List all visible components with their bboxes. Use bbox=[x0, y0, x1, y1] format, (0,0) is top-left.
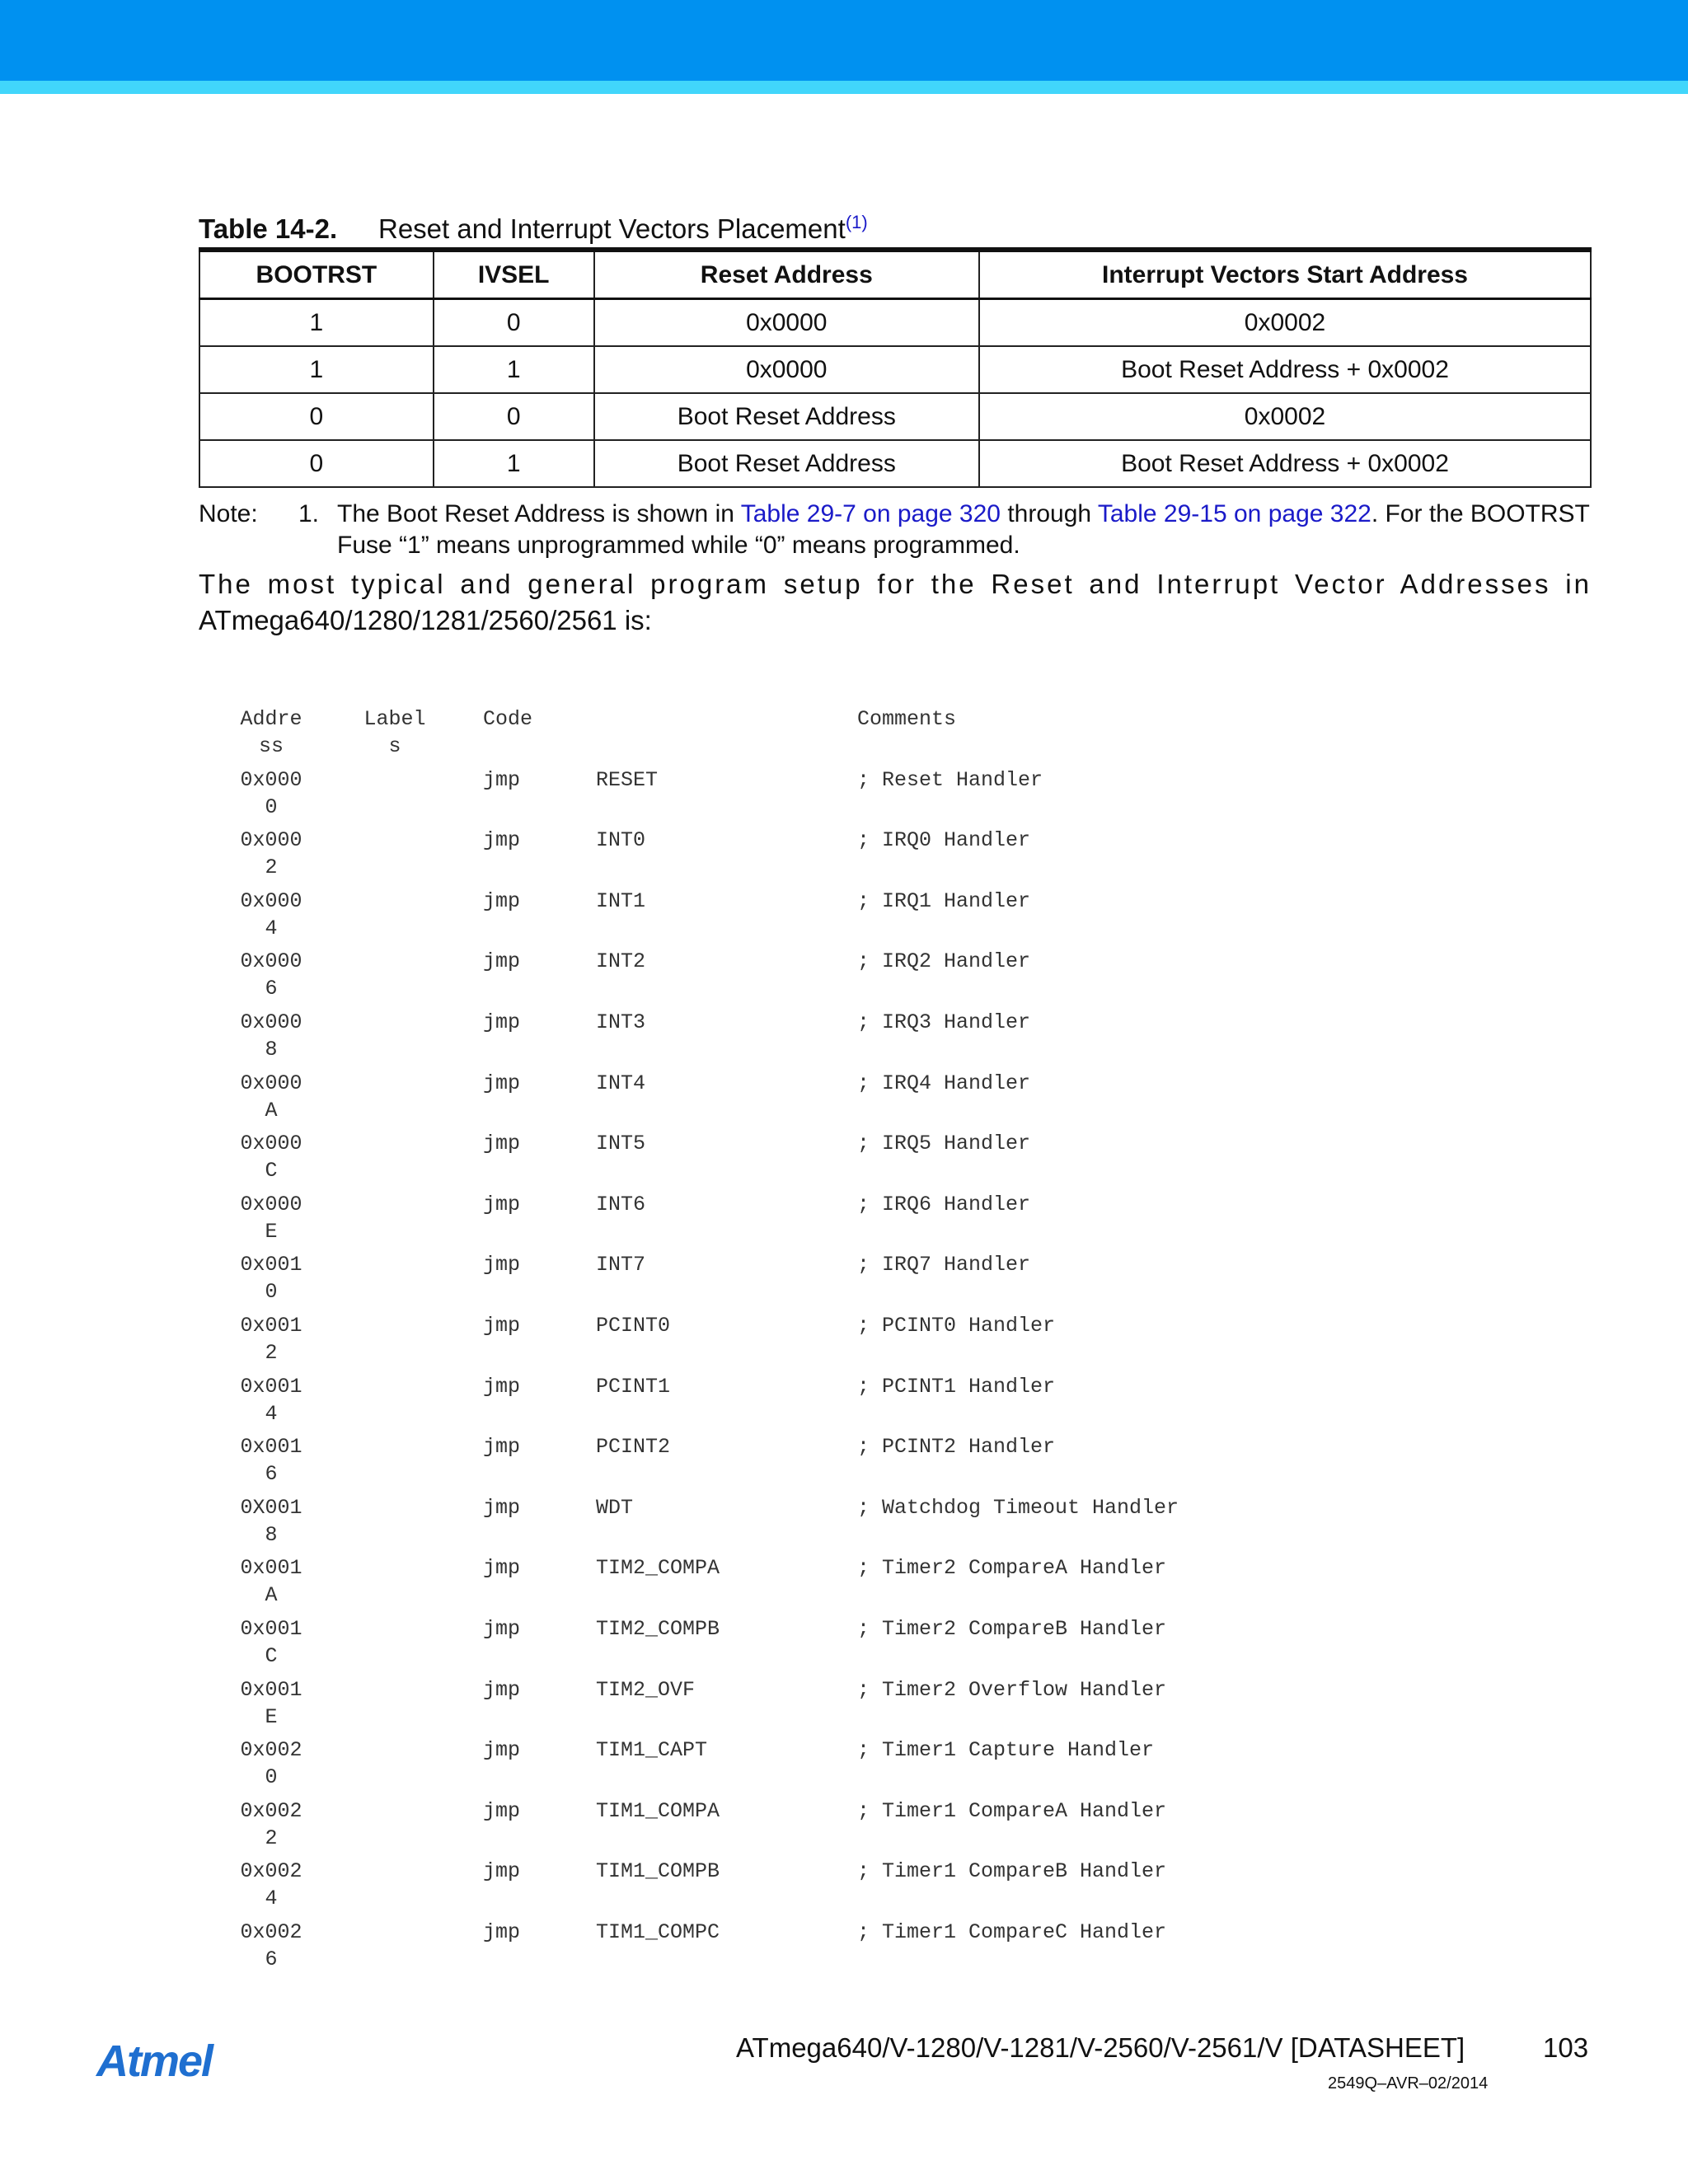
code-row bbox=[0, 1433, 1688, 1494]
cell-bootrst: 0 bbox=[199, 393, 434, 440]
note-link-table-29-7[interactable]: Table 29-7 on page 320 bbox=[740, 500, 1001, 527]
code-instruction: jmp bbox=[483, 1192, 521, 1216]
cell-ivsel: 1 bbox=[434, 346, 594, 393]
code-header-row bbox=[0, 705, 1688, 766]
code-row bbox=[0, 1251, 1688, 1312]
code-row bbox=[0, 1736, 1688, 1797]
code-row bbox=[0, 1919, 1688, 1980]
code-address: 0x001 6 bbox=[240, 1435, 302, 1487]
note-text-c: . For the BOOTRST Fuse “1” means unprogrammed while “0” means programmed. bbox=[337, 500, 1590, 559]
code-row bbox=[0, 1009, 1688, 1070]
cell-bootrst: 1 bbox=[199, 299, 434, 347]
code-address: 0x001 A bbox=[240, 1556, 302, 1608]
cell-vectors-start: Boot Reset Address + 0x0002 bbox=[979, 440, 1591, 487]
code-address: 0X001 8 bbox=[240, 1495, 302, 1547]
cell-reset-address: 0x0000 bbox=[594, 299, 979, 347]
code-operand: INT4 bbox=[596, 1071, 646, 1095]
code-instruction: jmp bbox=[483, 1010, 521, 1034]
code-instruction: jmp bbox=[483, 1071, 521, 1095]
cell-reset-address: 0x0000 bbox=[594, 346, 979, 393]
code-instruction: jmp bbox=[483, 767, 521, 792]
cell-vectors-start: 0x0002 bbox=[979, 393, 1591, 440]
code-comment: ; IRQ3 Handler bbox=[857, 1010, 1031, 1034]
code-operand: INT1 bbox=[596, 888, 646, 913]
cell-bootrst: 0 bbox=[199, 440, 434, 487]
code-address: 0x001 2 bbox=[240, 1313, 302, 1365]
code-operand: INT7 bbox=[596, 1253, 646, 1277]
code-row bbox=[0, 1797, 1688, 1858]
header-stripe bbox=[0, 81, 1688, 94]
table-caption-number: Table 14-2. bbox=[199, 213, 338, 244]
code-address: 0x001 C bbox=[240, 1616, 302, 1668]
intro-paragraph bbox=[199, 566, 1592, 639]
code-comment: ; IRQ1 Handler bbox=[857, 888, 1031, 913]
code-comment: ; PCINT0 Handler bbox=[857, 1313, 1056, 1338]
code-comment: ; IRQ5 Handler bbox=[857, 1132, 1031, 1156]
code-instruction: jmp bbox=[483, 1556, 521, 1581]
header-ivsel: IVSEL bbox=[434, 250, 594, 299]
code-operand: INT3 bbox=[596, 1010, 646, 1034]
code-instruction: jmp bbox=[483, 888, 521, 913]
code-row bbox=[0, 1070, 1688, 1131]
code-address: 0x002 6 bbox=[240, 1919, 302, 1971]
note-text-a: The Boot Reset Address is shown in bbox=[337, 500, 741, 527]
code-comment: ; Timer1 CompareB Handler bbox=[857, 1859, 1167, 1884]
code-address: 0x000 0 bbox=[240, 767, 302, 819]
code-comment: ; Reset Handler bbox=[857, 767, 1043, 792]
code-header-address: Addre ss bbox=[240, 707, 302, 758]
code-header-code: Code bbox=[483, 707, 533, 731]
code-operand: TIM2_COMPA bbox=[596, 1556, 720, 1581]
code-address: 0x000 2 bbox=[240, 828, 302, 880]
table-row bbox=[199, 440, 1591, 487]
atmel-logo: Atmel bbox=[96, 2036, 213, 2086]
table-note-ref[interactable]: (1) bbox=[845, 212, 868, 232]
code-address: 0x001 E bbox=[240, 1677, 302, 1729]
code-operand: TIM2_COMPB bbox=[596, 1616, 720, 1641]
code-comment: ; IRQ0 Handler bbox=[857, 828, 1031, 853]
header-reset-address: Reset Address bbox=[594, 250, 979, 299]
code-row bbox=[0, 1858, 1688, 1919]
cell-ivsel: 0 bbox=[434, 299, 594, 347]
code-operand: PCINT2 bbox=[596, 1435, 671, 1460]
intro-line-1: The most typical and general program setup for the Reset and Interrupt Vector Addresses in bbox=[199, 569, 1592, 599]
code-comment: ; PCINT1 Handler bbox=[857, 1374, 1056, 1399]
header-bar bbox=[0, 0, 1688, 81]
code-row bbox=[0, 1373, 1688, 1434]
code-instruction: jmp bbox=[483, 1313, 521, 1338]
cell-reset-address: Boot Reset Address bbox=[594, 440, 979, 487]
code-address: 0x002 2 bbox=[240, 1798, 302, 1850]
code-address: 0x000 4 bbox=[240, 888, 302, 940]
code-operand: TIM1_COMPB bbox=[596, 1859, 720, 1884]
code-instruction: jmp bbox=[483, 1374, 521, 1399]
code-comment: ; IRQ2 Handler bbox=[857, 949, 1031, 974]
code-comment: ; IRQ4 Handler bbox=[857, 1071, 1031, 1095]
code-row bbox=[0, 1494, 1688, 1555]
code-operand: INT0 bbox=[596, 828, 646, 853]
code-instruction: jmp bbox=[483, 1495, 521, 1520]
code-row bbox=[0, 1615, 1688, 1676]
code-comment: ; Timer1 CompareC Handler bbox=[857, 1919, 1167, 1944]
note-text bbox=[337, 499, 1598, 561]
code-comment: ; Watchdog Timeout Handler bbox=[857, 1495, 1179, 1520]
code-row bbox=[0, 766, 1688, 827]
code-comment: ; Timer1 Capture Handler bbox=[857, 1738, 1155, 1763]
code-address: 0x002 0 bbox=[240, 1738, 302, 1790]
note-number: 1. bbox=[298, 500, 320, 527]
code-comment: ; IRQ6 Handler bbox=[857, 1192, 1031, 1216]
table-row bbox=[199, 346, 1591, 393]
code-listing bbox=[0, 705, 1688, 1979]
code-address: 0x002 4 bbox=[240, 1859, 302, 1911]
code-row bbox=[0, 1312, 1688, 1373]
note-text-b: through bbox=[1000, 500, 1098, 527]
code-address: 0x000 6 bbox=[240, 949, 302, 1001]
code-row bbox=[0, 1554, 1688, 1615]
cell-bootrst: 1 bbox=[199, 346, 434, 393]
code-instruction: jmp bbox=[483, 1919, 521, 1944]
code-comment: ; Timer2 CompareB Handler bbox=[857, 1616, 1167, 1641]
table-caption-title: Reset and Interrupt Vectors Placement bbox=[378, 213, 846, 244]
code-comment: ; IRQ7 Handler bbox=[857, 1253, 1031, 1277]
code-instruction: jmp bbox=[483, 1798, 521, 1823]
page-number: 103 bbox=[1543, 2032, 1589, 2063]
code-instruction: jmp bbox=[483, 1435, 521, 1460]
code-operand: TIM1_COMPC bbox=[596, 1919, 720, 1944]
table-header-row bbox=[199, 250, 1591, 299]
code-operand: TIM1_COMPA bbox=[596, 1798, 720, 1823]
code-header-comments: Comments bbox=[857, 707, 957, 731]
code-address: 0x000 C bbox=[240, 1132, 302, 1183]
code-comment: ; Timer1 CompareA Handler bbox=[857, 1798, 1167, 1823]
code-operand: INT2 bbox=[596, 949, 646, 974]
code-comment: ; Timer2 Overflow Handler bbox=[857, 1677, 1167, 1702]
vectors-table bbox=[199, 247, 1592, 488]
code-instruction: jmp bbox=[483, 1738, 521, 1763]
code-row bbox=[0, 1130, 1688, 1191]
cell-reset-address: Boot Reset Address bbox=[594, 393, 979, 440]
code-operand: PCINT0 bbox=[596, 1313, 671, 1338]
code-comment: ; Timer2 CompareA Handler bbox=[857, 1556, 1167, 1581]
code-comment: ; PCINT2 Handler bbox=[857, 1435, 1056, 1460]
code-instruction: jmp bbox=[483, 949, 521, 974]
code-operand: INT6 bbox=[596, 1192, 646, 1216]
code-operand: WDT bbox=[596, 1495, 634, 1520]
code-operand: TIM2_OVF bbox=[596, 1677, 696, 1702]
code-address: 0x000 A bbox=[240, 1071, 302, 1122]
code-instruction: jmp bbox=[483, 828, 521, 853]
code-instruction: jmp bbox=[483, 1859, 521, 1884]
note-link-table-29-15[interactable]: Table 29-15 on page 322 bbox=[1097, 500, 1372, 527]
intro-line-2: ATmega640/1280/1281/2560/2561 is: bbox=[199, 605, 652, 635]
code-instruction: jmp bbox=[483, 1677, 521, 1702]
cell-vectors-start: Boot Reset Address + 0x0002 bbox=[979, 346, 1591, 393]
code-row bbox=[0, 888, 1688, 949]
table-row bbox=[199, 393, 1591, 440]
code-address: 0x000 8 bbox=[240, 1010, 302, 1062]
code-address: 0x000 E bbox=[240, 1192, 302, 1244]
footer-title: ATmega640/V-1280/V-1281/V-2560/V-2561/V [DATASHEET] bbox=[736, 2032, 1465, 2063]
table-caption bbox=[199, 204, 868, 247]
cell-vectors-start: 0x0002 bbox=[979, 299, 1591, 347]
code-address: 0x001 4 bbox=[240, 1374, 302, 1426]
code-operand: PCINT1 bbox=[596, 1374, 671, 1399]
cell-ivsel: 1 bbox=[434, 440, 594, 487]
header-bootrst: BOOTRST bbox=[199, 250, 434, 299]
code-instruction: jmp bbox=[483, 1132, 521, 1156]
code-operand: TIM1_CAPT bbox=[596, 1738, 708, 1763]
code-row bbox=[0, 1676, 1688, 1737]
code-operand: RESET bbox=[596, 767, 659, 792]
code-row bbox=[0, 1191, 1688, 1252]
cell-ivsel: 0 bbox=[434, 393, 594, 440]
note-label: Note: bbox=[199, 500, 258, 527]
code-operand: INT5 bbox=[596, 1132, 646, 1156]
code-row bbox=[0, 827, 1688, 888]
code-header-labels: Label s bbox=[363, 707, 426, 758]
code-row bbox=[0, 948, 1688, 1009]
code-address: 0x001 0 bbox=[240, 1253, 302, 1305]
code-instruction: jmp bbox=[483, 1616, 521, 1641]
header-vectors-start: Interrupt Vectors Start Address bbox=[979, 250, 1591, 299]
code-instruction: jmp bbox=[483, 1253, 521, 1277]
table-row bbox=[199, 299, 1591, 347]
document-code: 2549Q–AVR–02/2014 bbox=[1328, 2074, 1489, 2093]
